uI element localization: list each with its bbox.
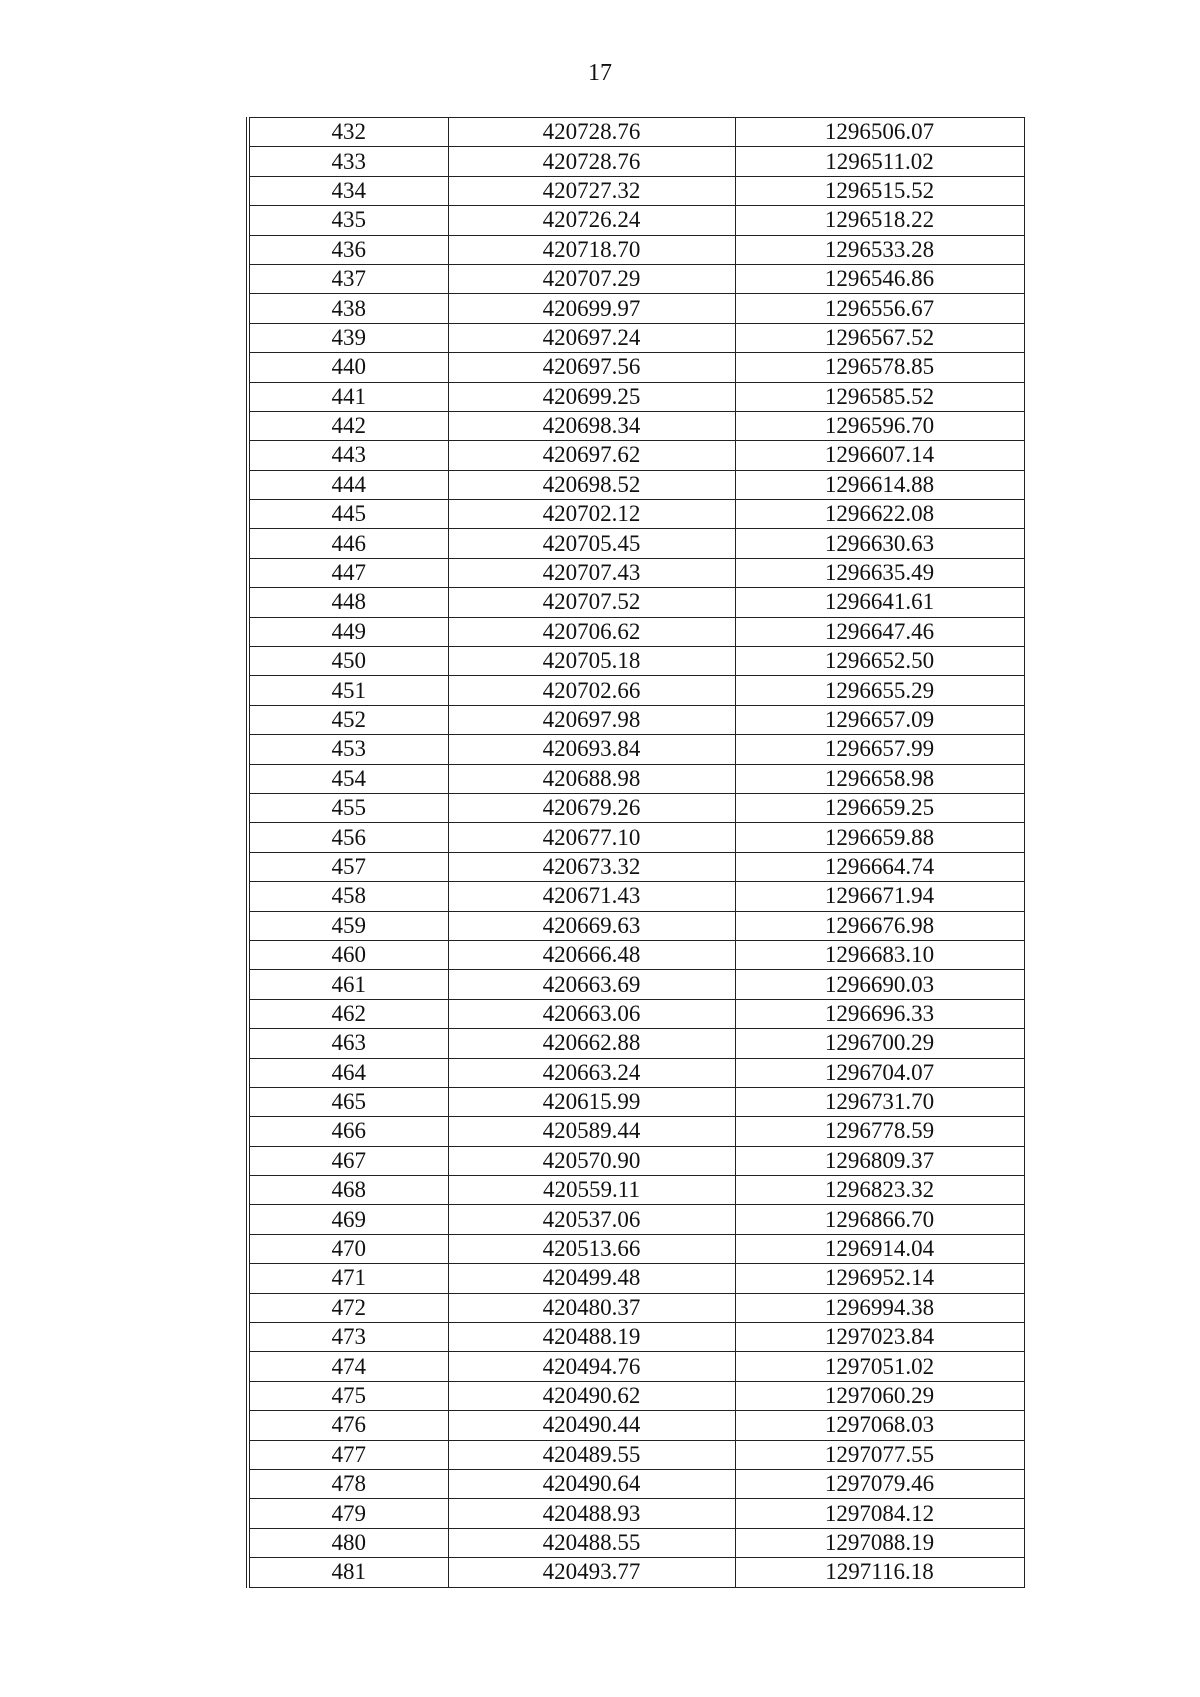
y-coordinate-cell: 1296700.29 <box>735 1029 1024 1058</box>
table-row <box>248 793 1024 822</box>
point-number-cell: 457 <box>248 852 448 881</box>
x-coordinate-cell: 420663.24 <box>448 1058 735 1087</box>
x-coordinate-cell: 420697.62 <box>448 441 735 470</box>
table-row <box>248 1293 1024 1322</box>
table-row <box>248 147 1024 176</box>
table-row <box>248 558 1024 587</box>
point-number-cell: 432 <box>248 118 448 147</box>
y-coordinate-cell: 1296596.70 <box>735 411 1024 440</box>
point-number-cell: 448 <box>248 588 448 617</box>
point-number-cell: 462 <box>248 999 448 1028</box>
point-number-cell: 445 <box>248 500 448 529</box>
table-row <box>248 940 1024 969</box>
x-coordinate-cell: 420671.43 <box>448 882 735 911</box>
table-row <box>248 1558 1024 1587</box>
table-row <box>248 1264 1024 1293</box>
table-row <box>248 647 1024 676</box>
y-coordinate-cell: 1296778.59 <box>735 1117 1024 1146</box>
point-number-cell: 469 <box>248 1205 448 1234</box>
point-number-cell: 465 <box>248 1087 448 1116</box>
point-number-cell: 449 <box>248 617 448 646</box>
x-coordinate-cell: 420666.48 <box>448 940 735 969</box>
y-coordinate-cell: 1296614.88 <box>735 470 1024 499</box>
table-row <box>248 294 1024 323</box>
point-number-cell: 442 <box>248 411 448 440</box>
x-coordinate-cell: 420663.06 <box>448 999 735 1028</box>
y-coordinate-cell: 1296823.32 <box>735 1176 1024 1205</box>
point-number-cell: 437 <box>248 264 448 293</box>
point-number-cell: 459 <box>248 911 448 940</box>
table-row <box>248 1234 1024 1263</box>
table-row <box>248 206 1024 235</box>
table-row <box>248 823 1024 852</box>
point-number-cell: 455 <box>248 793 448 822</box>
table-row <box>248 176 1024 205</box>
y-coordinate-cell: 1296567.52 <box>735 323 1024 352</box>
y-coordinate-cell: 1296515.52 <box>735 176 1024 205</box>
x-coordinate-cell: 420728.76 <box>448 147 735 176</box>
x-coordinate-cell: 420663.69 <box>448 970 735 999</box>
y-coordinate-cell: 1296647.46 <box>735 617 1024 646</box>
y-coordinate-cell: 1296511.02 <box>735 147 1024 176</box>
x-coordinate-cell: 420698.34 <box>448 411 735 440</box>
table-row <box>248 882 1024 911</box>
y-coordinate-cell: 1297068.03 <box>735 1411 1024 1440</box>
point-number-cell: 444 <box>248 470 448 499</box>
table-row <box>248 1146 1024 1175</box>
y-coordinate-cell: 1296655.29 <box>735 676 1024 705</box>
table-row <box>248 999 1024 1028</box>
x-coordinate-cell: 420673.32 <box>448 852 735 881</box>
table-row <box>248 235 1024 264</box>
point-number-cell: 433 <box>248 147 448 176</box>
point-number-cell: 452 <box>248 705 448 734</box>
table-row <box>248 911 1024 940</box>
y-coordinate-cell: 1296671.94 <box>735 882 1024 911</box>
x-coordinate-cell: 420488.19 <box>448 1323 735 1352</box>
table-row <box>248 500 1024 529</box>
y-coordinate-cell: 1296556.67 <box>735 294 1024 323</box>
table-row <box>248 1205 1024 1234</box>
x-coordinate-cell: 420489.55 <box>448 1440 735 1469</box>
y-coordinate-cell: 1296866.70 <box>735 1205 1024 1234</box>
point-number-cell: 474 <box>248 1352 448 1381</box>
table-row <box>248 1381 1024 1410</box>
point-number-cell: 478 <box>248 1469 448 1498</box>
y-coordinate-cell: 1296659.25 <box>735 793 1024 822</box>
table-row <box>248 264 1024 293</box>
x-coordinate-cell: 420499.48 <box>448 1264 735 1293</box>
y-coordinate-cell: 1296578.85 <box>735 353 1024 382</box>
point-number-cell: 476 <box>248 1411 448 1440</box>
x-coordinate-cell: 420662.88 <box>448 1029 735 1058</box>
point-number-cell: 466 <box>248 1117 448 1146</box>
x-coordinate-cell: 420718.70 <box>448 235 735 264</box>
point-number-cell: 440 <box>248 353 448 382</box>
table-row <box>248 1058 1024 1087</box>
table-row <box>248 588 1024 617</box>
x-coordinate-cell: 420688.98 <box>448 764 735 793</box>
y-coordinate-cell: 1296533.28 <box>735 235 1024 264</box>
point-number-cell: 475 <box>248 1381 448 1410</box>
x-coordinate-cell: 420702.66 <box>448 676 735 705</box>
y-coordinate-cell: 1296506.07 <box>735 118 1024 147</box>
point-number-cell: 439 <box>248 323 448 352</box>
table-row <box>248 382 1024 411</box>
y-coordinate-cell: 1296607.14 <box>735 441 1024 470</box>
x-coordinate-cell: 420699.25 <box>448 382 735 411</box>
y-coordinate-cell: 1297084.12 <box>735 1499 1024 1528</box>
table-row <box>248 441 1024 470</box>
y-coordinate-cell: 1297088.19 <box>735 1528 1024 1557</box>
y-coordinate-cell: 1297060.29 <box>735 1381 1024 1410</box>
table-row <box>248 1352 1024 1381</box>
x-coordinate-cell: 420699.97 <box>448 294 735 323</box>
x-coordinate-cell: 420707.43 <box>448 558 735 587</box>
table-row <box>248 617 1024 646</box>
point-number-cell: 460 <box>248 940 448 969</box>
x-coordinate-cell: 420559.11 <box>448 1176 735 1205</box>
point-number-cell: 473 <box>248 1323 448 1352</box>
y-coordinate-cell: 1296914.04 <box>735 1234 1024 1263</box>
y-coordinate-cell: 1296809.37 <box>735 1146 1024 1175</box>
y-coordinate-cell: 1296696.33 <box>735 999 1024 1028</box>
x-coordinate-cell: 420727.32 <box>448 176 735 205</box>
point-number-cell: 461 <box>248 970 448 999</box>
point-number-cell: 434 <box>248 176 448 205</box>
table-row <box>248 1528 1024 1557</box>
point-number-cell: 435 <box>248 206 448 235</box>
y-coordinate-cell: 1297051.02 <box>735 1352 1024 1381</box>
point-number-cell: 480 <box>248 1528 448 1557</box>
point-number-cell: 471 <box>248 1264 448 1293</box>
point-number-cell: 451 <box>248 676 448 705</box>
point-number-cell: 458 <box>248 882 448 911</box>
y-coordinate-cell: 1296690.03 <box>735 970 1024 999</box>
point-number-cell: 479 <box>248 1499 448 1528</box>
y-coordinate-cell: 1296664.74 <box>735 852 1024 881</box>
x-coordinate-cell: 420490.64 <box>448 1469 735 1498</box>
y-coordinate-cell: 1296731.70 <box>735 1087 1024 1116</box>
x-coordinate-cell: 420707.29 <box>448 264 735 293</box>
x-coordinate-cell: 420726.24 <box>448 206 735 235</box>
x-coordinate-cell: 420693.84 <box>448 735 735 764</box>
x-coordinate-cell: 420490.62 <box>448 1381 735 1410</box>
y-coordinate-cell: 1296994.38 <box>735 1293 1024 1322</box>
table-row <box>248 118 1024 147</box>
y-coordinate-cell: 1296704.07 <box>735 1058 1024 1087</box>
table-body <box>248 118 1024 1588</box>
table-row <box>248 676 1024 705</box>
point-number-cell: 446 <box>248 529 448 558</box>
x-coordinate-cell: 420570.90 <box>448 1146 735 1175</box>
x-coordinate-cell: 420705.45 <box>448 529 735 558</box>
x-coordinate-cell: 420615.99 <box>448 1087 735 1116</box>
x-coordinate-cell: 420494.76 <box>448 1352 735 1381</box>
point-number-cell: 472 <box>248 1293 448 1322</box>
table-row <box>248 1117 1024 1146</box>
x-coordinate-cell: 420490.44 <box>448 1411 735 1440</box>
point-number-cell: 467 <box>248 1146 448 1175</box>
x-coordinate-cell: 420493.77 <box>448 1558 735 1587</box>
y-coordinate-cell: 1296585.52 <box>735 382 1024 411</box>
point-number-cell: 453 <box>248 735 448 764</box>
y-coordinate-cell: 1296683.10 <box>735 940 1024 969</box>
table-row <box>248 1176 1024 1205</box>
table-row <box>248 764 1024 793</box>
y-coordinate-cell: 1296952.14 <box>735 1264 1024 1293</box>
y-coordinate-cell: 1297116.18 <box>735 1558 1024 1587</box>
point-number-cell: 438 <box>248 294 448 323</box>
point-number-cell: 436 <box>248 235 448 264</box>
table-row <box>248 1087 1024 1116</box>
x-coordinate-cell: 420697.98 <box>448 705 735 734</box>
y-coordinate-cell: 1296630.63 <box>735 529 1024 558</box>
point-number-cell: 454 <box>248 764 448 793</box>
point-number-cell: 464 <box>248 1058 448 1087</box>
y-coordinate-cell: 1296657.99 <box>735 735 1024 764</box>
x-coordinate-cell: 420513.66 <box>448 1234 735 1263</box>
point-number-cell: 443 <box>248 441 448 470</box>
table-row <box>248 852 1024 881</box>
x-coordinate-cell: 420697.24 <box>448 323 735 352</box>
point-number-cell: 441 <box>248 382 448 411</box>
point-number-cell: 463 <box>248 1029 448 1058</box>
y-coordinate-cell: 1296641.61 <box>735 588 1024 617</box>
table-row <box>248 353 1024 382</box>
table-row <box>248 1469 1024 1498</box>
table-row <box>248 1440 1024 1469</box>
table-row <box>248 529 1024 558</box>
x-coordinate-cell: 420706.62 <box>448 617 735 646</box>
coordinates-table <box>246 117 1025 1588</box>
x-coordinate-cell: 420488.55 <box>448 1528 735 1557</box>
point-number-cell: 470 <box>248 1234 448 1263</box>
point-number-cell: 477 <box>248 1440 448 1469</box>
y-coordinate-cell: 1296657.09 <box>735 705 1024 734</box>
table-row <box>248 323 1024 352</box>
point-number-cell: 456 <box>248 823 448 852</box>
x-coordinate-cell: 420589.44 <box>448 1117 735 1146</box>
y-coordinate-cell: 1296659.88 <box>735 823 1024 852</box>
point-number-cell: 447 <box>248 558 448 587</box>
table-row <box>248 970 1024 999</box>
y-coordinate-cell: 1296676.98 <box>735 911 1024 940</box>
x-coordinate-cell: 420488.93 <box>448 1499 735 1528</box>
y-coordinate-cell: 1296622.08 <box>735 500 1024 529</box>
table-row <box>248 735 1024 764</box>
y-coordinate-cell: 1297077.55 <box>735 1440 1024 1469</box>
x-coordinate-cell: 420537.06 <box>448 1205 735 1234</box>
table-row <box>248 411 1024 440</box>
point-number-cell: 450 <box>248 647 448 676</box>
y-coordinate-cell: 1296518.22 <box>735 206 1024 235</box>
page-number: 17 <box>588 60 612 86</box>
table-row <box>248 470 1024 499</box>
table-row <box>248 1499 1024 1528</box>
y-coordinate-cell: 1296652.50 <box>735 647 1024 676</box>
table-row <box>248 705 1024 734</box>
y-coordinate-cell: 1297023.84 <box>735 1323 1024 1352</box>
table-row <box>248 1411 1024 1440</box>
point-number-cell: 481 <box>248 1558 448 1587</box>
x-coordinate-cell: 420702.12 <box>448 500 735 529</box>
x-coordinate-cell: 420707.52 <box>448 588 735 617</box>
x-coordinate-cell: 420679.26 <box>448 793 735 822</box>
table-row <box>248 1323 1024 1352</box>
y-coordinate-cell: 1296635.49 <box>735 558 1024 587</box>
point-number-cell: 468 <box>248 1176 448 1205</box>
x-coordinate-cell: 420728.76 <box>448 118 735 147</box>
y-coordinate-cell: 1296658.98 <box>735 764 1024 793</box>
x-coordinate-cell: 420698.52 <box>448 470 735 499</box>
x-coordinate-cell: 420669.63 <box>448 911 735 940</box>
x-coordinate-cell: 420705.18 <box>448 647 735 676</box>
x-coordinate-cell: 420697.56 <box>448 353 735 382</box>
table-row <box>248 1029 1024 1058</box>
x-coordinate-cell: 420480.37 <box>448 1293 735 1322</box>
x-coordinate-cell: 420677.10 <box>448 823 735 852</box>
y-coordinate-cell: 1296546.86 <box>735 264 1024 293</box>
y-coordinate-cell: 1297079.46 <box>735 1469 1024 1498</box>
